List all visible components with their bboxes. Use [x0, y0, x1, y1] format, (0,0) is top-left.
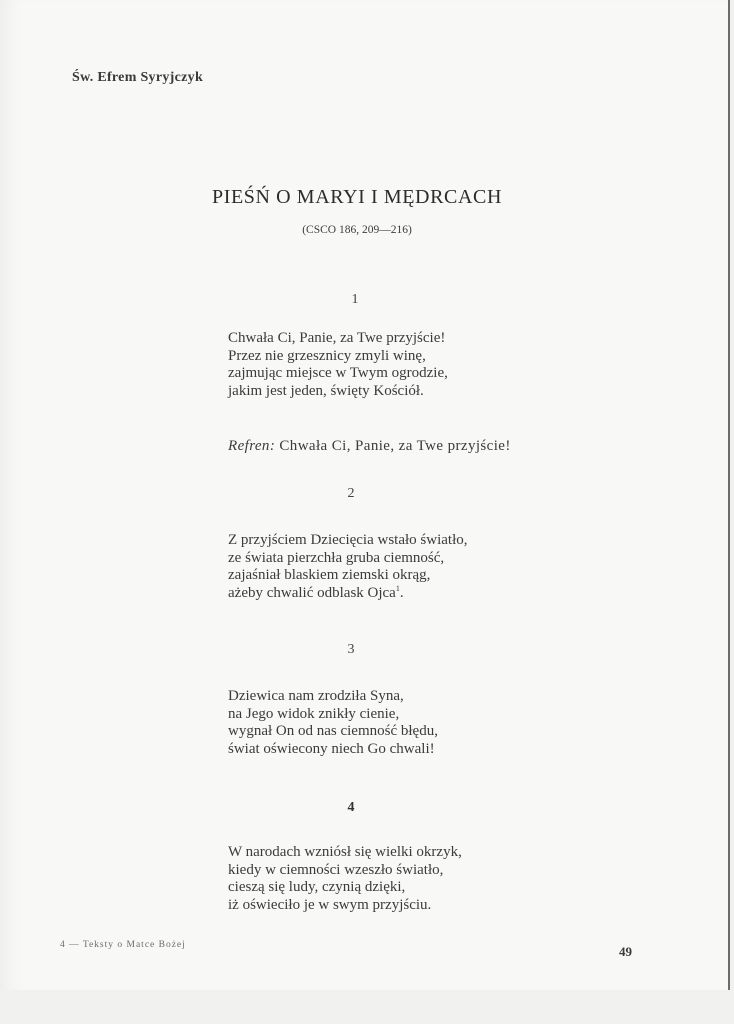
- stanza-line: Z przyjściem Dziecięcia wstało światło,: [228, 532, 468, 548]
- stanza-line: ze świata pierzchła gruba ciemność,: [228, 549, 445, 566]
- stanza-line: Dziewica nam zrodziła Syna,: [228, 688, 404, 704]
- stanza-line: wygnał On od nas ciemność błędu,: [228, 723, 438, 739]
- stanza-line: zajmując miejsce w Twym ogrodzie,: [228, 365, 448, 381]
- line-period: .: [399, 584, 404, 601]
- stanza-line: jakim jest jeden, święty Kościół.: [228, 382, 424, 399]
- stanza-number-4: 4: [347, 800, 355, 815]
- poem-title: PIEŚŃ O MARYI I MĘDRCACH: [212, 186, 502, 208]
- page-number: 49: [619, 944, 632, 959]
- signature-footer: 4 — Teksty o Matce Bożej: [60, 940, 186, 950]
- stanza-4: [228, 844, 462, 914]
- stanza-line: cieszą się ludy, czynią dzięki,: [228, 879, 406, 895]
- stanza-number-3: 3: [347, 642, 355, 657]
- stanza-line: iż oświeciło je w swym przyjściu.: [228, 896, 432, 913]
- stanza-line-with-footnote: [228, 585, 468, 603]
- stanza-line: kiedy w ciemności wzeszło światło,: [228, 861, 444, 878]
- source-reference: (CSCO 186, 209—216): [302, 224, 412, 236]
- stanza-line: na Jego widok znikły cienie,: [228, 705, 400, 722]
- stanza-line: świat oświecony niech Go chwali!: [228, 740, 435, 757]
- stanza-line: ażeby chwalić odblask Ojca: [228, 584, 396, 601]
- stanza-3: [228, 688, 438, 758]
- running-header: Św. Efrem Syryjczyk: [72, 70, 204, 85]
- stanza-line: zajaśniał blaskiem ziemski okrąg,: [228, 567, 431, 583]
- stanza-line: W narodach wzniósł się wielki okrzyk,: [228, 844, 462, 860]
- footnote-marker: 1: [395, 583, 400, 593]
- stanza-line: Przez nie grzesznicy zmyli winę,: [228, 347, 426, 364]
- refrain: [228, 438, 511, 455]
- stanza-line: Chwała Ci, Panie, za Twe przyjście!: [228, 330, 446, 346]
- refrain-text: Chwała Ci, Panie, za Twe przyjście!: [279, 438, 511, 454]
- refrain-label: Refren:: [228, 438, 276, 454]
- stanza-number-1: 1: [351, 292, 359, 307]
- stanza-2: [228, 532, 468, 602]
- stanza-number-2: 2: [347, 486, 355, 501]
- stanza-1: [228, 330, 448, 400]
